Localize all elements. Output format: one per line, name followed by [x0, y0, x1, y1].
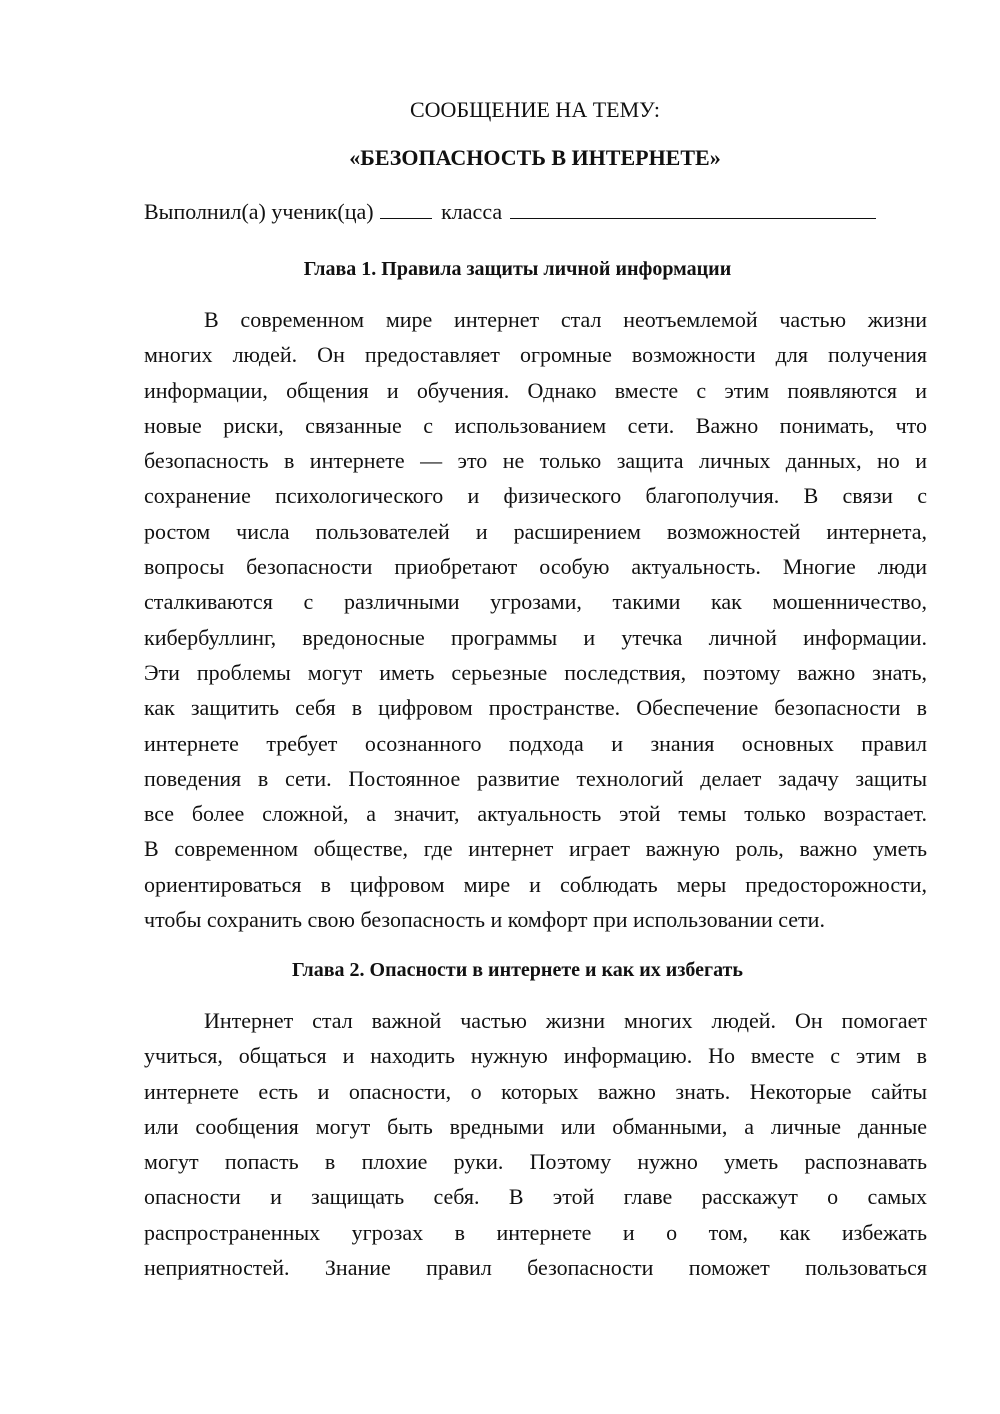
- paragraph-line: В современном мире интернет стал неотъемлемой частью жизни: [204, 307, 927, 332]
- paragraph-line: учиться, общаться и находить нужную информацию. Но вместе с этим в: [144, 1043, 927, 1069]
- class-label: класса: [441, 199, 503, 224]
- paragraph-line: многих людей. Он предоставляет огромные возможности для получения: [144, 342, 927, 368]
- paragraph-line: информации, общения и обучения. Однако вместе с этим появляются и: [144, 377, 927, 403]
- paragraph-line: поведения в сети. Постоянное развитие технологий делает задачу защиты: [144, 765, 927, 791]
- paragraph-line: вопросы безопасности приобретают особую актуальность. Многие люди: [144, 554, 927, 580]
- paragraph-line: чтобы сохранить свою безопасность и комфорт при использовании сети.: [144, 907, 825, 933]
- paragraph-line: новые риски, связанные с использованием сети. Важно понимать, что: [144, 412, 927, 438]
- paragraph-line: Интернет стал важной частью жизни многих людей. Он помогает: [204, 1008, 927, 1033]
- paragraph-line: интернете требует осознанного подхода и знания основных правил: [144, 730, 927, 756]
- paragraph-line: могут попасть в плохие руки. Поэтому нужно уметь распознавать: [144, 1149, 927, 1175]
- paragraph-line: сталкиваются с различными угрозами, такими как мошенничество,: [144, 589, 927, 615]
- chapter-1-heading: Глава 1. Правила защиты личной информации: [303, 258, 732, 280]
- author-row: [144, 198, 934, 226]
- paragraph-line: Эти проблемы могут иметь серьезные последствия, поэтому важно знать,: [144, 659, 927, 685]
- document-title-line-2: «БЕЗОПАСНОСТЬ В ИНТЕРНЕТЕ»: [349, 145, 721, 170]
- paragraph-line: кибербуллинг, вредоносные программы и утечка личной информации.: [144, 624, 927, 650]
- paragraph-line: опасности и защищать себя. В этой главе расскажут о самых: [144, 1184, 927, 1210]
- paragraph-line: все более сложной, а значит, актуальность этой темы только возрастает.: [144, 801, 927, 827]
- class-blank-field: [510, 200, 876, 219]
- paragraph-line: В современном обществе, где интернет играет важную роль, важно уметь: [144, 836, 927, 862]
- paragraph-line: ростом числа пользователей и расширением возможностей интернета,: [144, 518, 927, 544]
- chapter-2-heading: Глава 2. Опасности в интернете и как их избегать: [292, 959, 743, 981]
- paragraph-line: безопасность в интернете — это не только защита личных данных, но и: [144, 448, 927, 474]
- document-title-line-1: СООБЩЕНИЕ НА ТЕМУ:: [410, 97, 660, 122]
- paragraph-line: интернете есть и опасности, о которых важно знать. Некоторые сайты: [144, 1078, 927, 1104]
- chapter-2-paragraph: [144, 1003, 927, 1285]
- paragraph-line: или сообщения могут быть вредными или обманными, а личные данные: [144, 1113, 927, 1139]
- paragraph-line: ориентироваться в цифровом мире и соблюдать меры предосторожности,: [144, 871, 927, 897]
- chapter-1-paragraph: [144, 302, 927, 937]
- paragraph-line: распространенных угрозах в интернете и о том, как избежать: [144, 1219, 927, 1245]
- paragraph-line: неприятностей. Знание правил безопасности поможет пользоваться: [144, 1255, 927, 1281]
- author-label: Выполнил(а) ученик(ца): [144, 199, 374, 224]
- paragraph-line: как защитить себя в цифровом пространстве. Обеспечение безопасности в: [144, 695, 927, 721]
- paragraph-line: сохранение психологического и физического благополучия. В связи с: [144, 483, 927, 509]
- grade-blank-field: [380, 200, 432, 219]
